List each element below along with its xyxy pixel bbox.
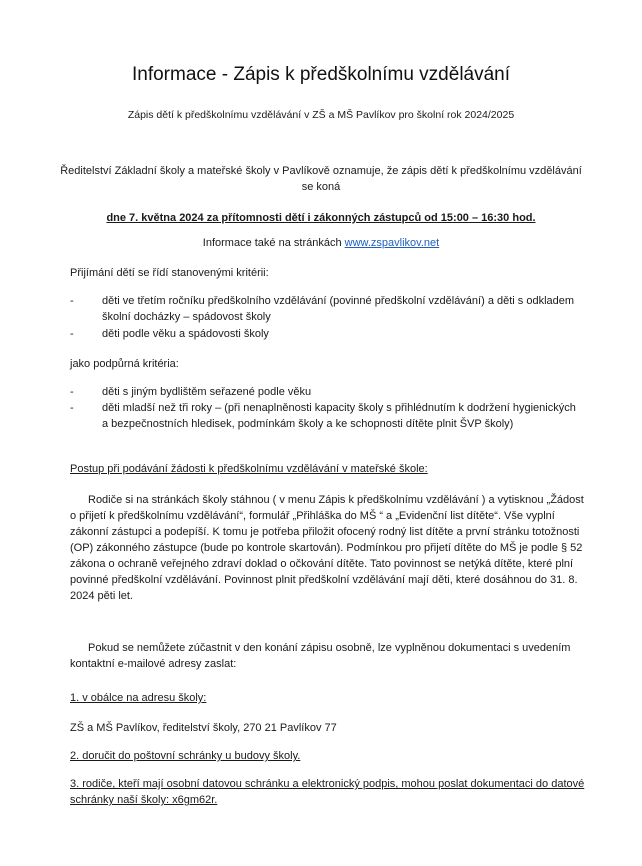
criteria-item-text: děti podle věku a spádovosti školy	[102, 328, 269, 340]
support-item-text: děti s jiným bydlištěm seřazené podle věku	[102, 386, 312, 398]
support-item	[70, 400, 580, 432]
support-item-text: děti mladší než tři roky – (při nenaplněnosti kapacity školy s přihlédnutím k dodržení hygienických a bezpečnostních hledisek, podmínkám školy a ke schopnosti dítěte plnit ŠVP školy)	[102, 402, 576, 430]
option1-address: ZŠ a MŠ Pavlíkov, ředitelství školy, 270 21 Pavlíkov 77	[70, 722, 337, 734]
procedure-heading: Postup při podávání žádosti k předškolnímu vzdělávání v mateřské škole:	[70, 463, 428, 475]
absence-text: Pokud se nemůžete zúčastnit v den konání zápisu osobně, lze vyplněnou dokumentaci s uvedením kontaktní e-mailové adresy zaslat:	[70, 642, 571, 670]
list-dash: -	[70, 386, 74, 398]
list-dash: -	[70, 328, 74, 340]
option1-heading: 1. v obálce na adresu školy:	[70, 692, 207, 704]
criteria-item	[70, 293, 580, 325]
option2-heading: 2. doručit do poštovní schránky u budovy školy.	[70, 750, 301, 762]
web-line	[0, 236, 642, 250]
criteria-item-text: děti ve třetím ročníku předškolního vzdělávání (povinné předškolní vzdělávání) a děti s odkladem školní docházky – spádovost školy	[102, 295, 575, 323]
subtitle: Zápis dětí k předškolnímu vzdělávání v ZŠ a MŠ Pavlíkov pro školní rok 2024/2025	[127, 109, 515, 121]
criteria-intro: Přijímání dětí se řídí stanovenými kritérii:	[70, 267, 269, 279]
option3-heading: 3. rodiče, kteří mají osobní datovou schránku a elektronický podpis, mohou poslat dokumentaci do datové schránky naší školy: x6gm62r.	[70, 778, 585, 806]
list-dash: -	[70, 402, 74, 414]
procedure-text: Rodiče si na stránkách školy stáhnou ( v menu Zápis k předškolnímu vzdělávání ) a vytisknou „Žádost o přijetí k předškolnímu vzdělávání“, formulář „Přihláška do MŠ “ a „Evidenční list dítěte“. Vše vyplní zákonní zástupci a podepíší. K tomu je potřeba přiložit ofocený rodný list dítěte a první stránku totožnosti (OP) zákonného zástupce (bude po kontrole skartován). Podmínkou pro přijetí dítěte do MŠ je podle § 52 zákona o ochraně veřejného zdraví doklad o očkování dítěte. Tato povinnost se netýká dítěte, které plní povinné předškolní vzdělávání. Povinnost plnit předškolní vzdělávání mají děti, které dosáhnou do 31. 8. 2024 pěti let.	[70, 494, 584, 602]
page-title: Informace - Zápis k předškolnímu vzdělávání	[131, 64, 511, 85]
web-prefix: Informace také na stránkách	[202, 237, 345, 249]
list-dash: -	[70, 295, 74, 307]
web-link[interactable]: www.zspavlikov.net	[344, 237, 440, 249]
date-line: dne 7. května 2024 za přítomnosti dětí i zákonných zástupců od 15:00 – 16:30 hod.	[106, 212, 536, 224]
support-intro: jako podpůrná kritéria:	[70, 358, 179, 370]
support-item	[70, 384, 580, 400]
announcement: Ředitelství Základní školy a mateřské školy v Pavlíkově oznamuje, že zápis dětí k předškolnímu vzdělávání se koná	[60, 165, 582, 193]
criteria-item	[70, 326, 580, 342]
